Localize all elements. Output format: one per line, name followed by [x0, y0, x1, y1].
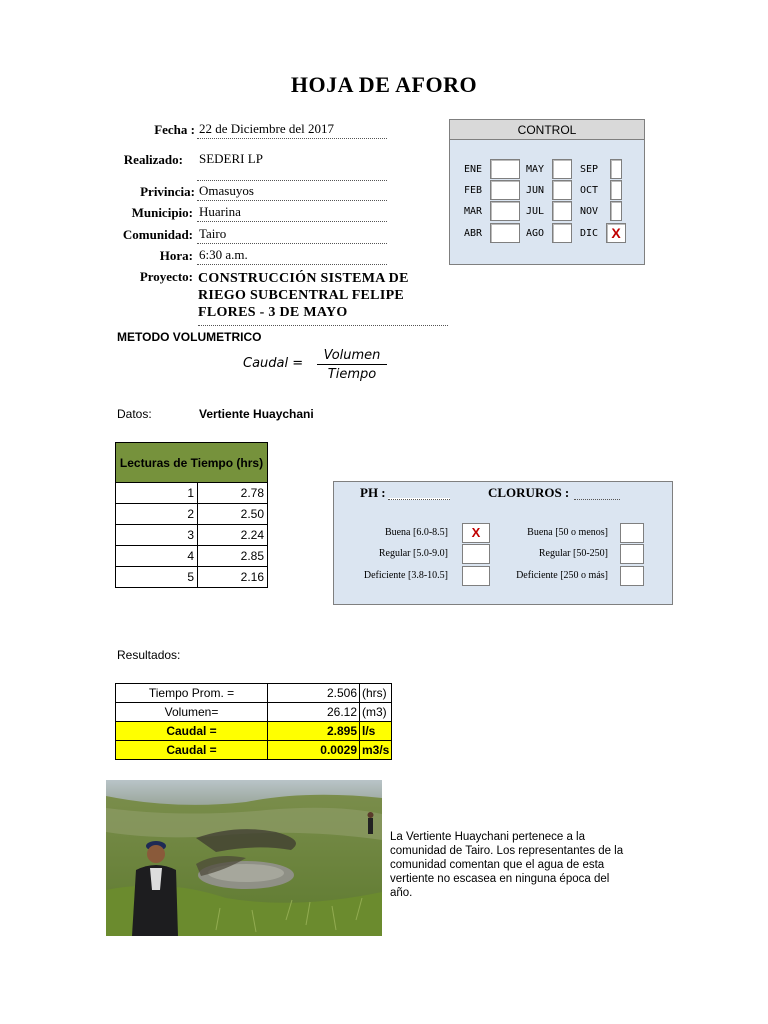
month-may-checkbox[interactable]: [552, 159, 572, 179]
month-jun-checkbox[interactable]: [552, 180, 572, 200]
month-abr-checkbox[interactable]: [490, 223, 520, 243]
formula-lhs: Caudal =: [243, 356, 304, 371]
ph-regular-label: Regular [5.0-9.0]: [378, 548, 448, 559]
month-dic-checkbox[interactable]: X: [606, 223, 626, 243]
ph-label: PH :: [360, 485, 386, 500]
cloruros-label: CLORUROS :: [488, 485, 570, 500]
resultado-label: Caudal =: [116, 722, 268, 741]
control-panel: [449, 119, 645, 265]
month-ene-label: ENE: [464, 164, 483, 175]
table-row: [116, 525, 268, 546]
cloruros-deficiente-label: Deficiente [250 o más]: [516, 570, 608, 581]
table-row: [116, 546, 268, 567]
ph-deficiente-label: Deficiente [3.8-10.5]: [363, 570, 448, 581]
resultado-value: 2.506: [268, 684, 360, 703]
page-title: HOJA DE AFORO: [290, 72, 478, 97]
proyecto-value: [198, 270, 448, 326]
ph-buena-checkbox[interactable]: X: [462, 523, 490, 543]
fecha-label: Fecha :: [154, 122, 195, 137]
lectura-value: 2.78: [198, 483, 268, 504]
resultado-label: Caudal =: [116, 741, 268, 760]
datos-label: Datos:: [117, 407, 152, 421]
municipio-value: Huarina: [197, 204, 387, 222]
formula-denominator: Tiempo: [327, 367, 377, 382]
formula-numerator: Volumen: [317, 348, 387, 365]
lectura-index: 5: [116, 567, 198, 588]
table-row: [116, 567, 268, 588]
photo-caption: La Vertiente Huaychani pertenece a la comunidad de Tairo. Los representantes de la comunidad comentan que el agua de esta vertiente no escasea en ninguna época del año.: [390, 831, 624, 899]
table-row: [116, 722, 392, 741]
ph-buena-label: Buena [6.0-8.5]: [384, 527, 448, 538]
realizado-label: Realizado:: [123, 152, 183, 167]
resultado-value: 2.895: [268, 722, 360, 741]
month-oct-label: OCT: [580, 185, 599, 196]
ph-value-field[interactable]: [388, 498, 450, 500]
resultado-unit: (hrs): [360, 684, 392, 703]
cloruros-regular-checkbox[interactable]: [620, 544, 644, 564]
month-dic-label: DIC: [580, 228, 599, 239]
proyecto-line-2: RIEGO SUBCENTRAL FELIPE: [198, 288, 405, 303]
lectura-index: 2: [116, 504, 198, 525]
quality-panel: [333, 481, 673, 605]
lectura-value: 2.85: [198, 546, 268, 567]
month-ago-label: AGO: [526, 228, 545, 239]
month-mar-label: MAR: [464, 206, 483, 217]
hora-value: 6:30 a.m.: [197, 247, 387, 265]
cloruros-buena-label: Buena [50 o menos]: [527, 527, 608, 538]
month-sep-label: SEP: [580, 164, 599, 175]
month-abr-label: ABR: [464, 228, 483, 239]
lectura-index: 4: [116, 546, 198, 567]
month-feb-label: FEB: [464, 185, 483, 196]
lecturas-header: Lecturas de Tiempo (hrs): [116, 443, 268, 483]
datos-value: Vertiente Huaychani: [199, 407, 314, 421]
cloruros-value-field[interactable]: [574, 499, 620, 500]
vertiente-photo: [106, 780, 382, 936]
vertiente-photo-illustration: [106, 780, 382, 936]
hora-label: Hora:: [159, 248, 193, 263]
month-jul-label: JUL: [526, 206, 545, 217]
resultado-label: Tiempo Prom. =: [116, 684, 268, 703]
lectura-value: 2.24: [198, 525, 268, 546]
fecha-value: 22 de Diciembre del 2017: [197, 121, 387, 139]
month-may-label: MAY: [526, 164, 545, 175]
month-sep-checkbox[interactable]: [610, 159, 622, 179]
lectura-value: 2.50: [198, 504, 268, 525]
provincia-label: Privincia:: [140, 184, 195, 199]
proyecto-line-1: CONSTRUCCIÓN SISTEMA DE: [198, 271, 409, 286]
table-row: [116, 504, 268, 525]
table-row: [116, 741, 392, 760]
comunidad-value: Tairo: [197, 226, 387, 244]
table-row: [116, 483, 268, 504]
cloruros-buena-checkbox[interactable]: [620, 523, 644, 543]
month-oct-checkbox[interactable]: [610, 180, 622, 200]
resultado-unit: (m3): [360, 703, 392, 722]
resultados-table: [115, 683, 392, 760]
table-row: [116, 684, 392, 703]
control-header: CONTROL: [450, 120, 644, 140]
lectura-index: 3: [116, 525, 198, 546]
lectura-index: 1: [116, 483, 198, 504]
cloruros-regular-label: Regular [50-250]: [538, 548, 608, 559]
month-jun-label: JUN: [526, 185, 545, 196]
resultado-value: 26.12: [268, 703, 360, 722]
comunidad-label: Comunidad:: [122, 227, 193, 242]
month-feb-checkbox[interactable]: [490, 180, 520, 200]
metodo-label: METODO VOLUMETRICO: [117, 330, 262, 344]
realizado-value: SEDERI LP: [197, 151, 387, 181]
resultado-value: 0.0029: [268, 741, 360, 760]
provincia-value: Omasuyos: [197, 183, 387, 201]
month-jul-checkbox[interactable]: [552, 201, 572, 221]
month-nov-label: NOV: [580, 206, 599, 217]
lecturas-table: [115, 442, 268, 588]
lectura-value: 2.16: [198, 567, 268, 588]
table-row: [116, 703, 392, 722]
resultado-unit: l/s: [360, 722, 392, 741]
month-mar-checkbox[interactable]: [490, 201, 520, 221]
proyecto-line-3: FLORES - 3 DE MAYO: [198, 305, 348, 320]
resultado-label: Volumen=: [116, 703, 268, 722]
municipio-label: Municipio:: [131, 205, 193, 220]
resultados-label: Resultados:: [117, 648, 181, 662]
month-ago-checkbox[interactable]: [552, 223, 572, 243]
cloruros-deficiente-checkbox[interactable]: [620, 566, 644, 586]
proyecto-label: Proyecto:: [139, 269, 193, 284]
month-ene-checkbox[interactable]: [490, 159, 520, 179]
resultado-unit: m3/s: [360, 741, 392, 760]
month-nov-checkbox[interactable]: [610, 201, 622, 221]
